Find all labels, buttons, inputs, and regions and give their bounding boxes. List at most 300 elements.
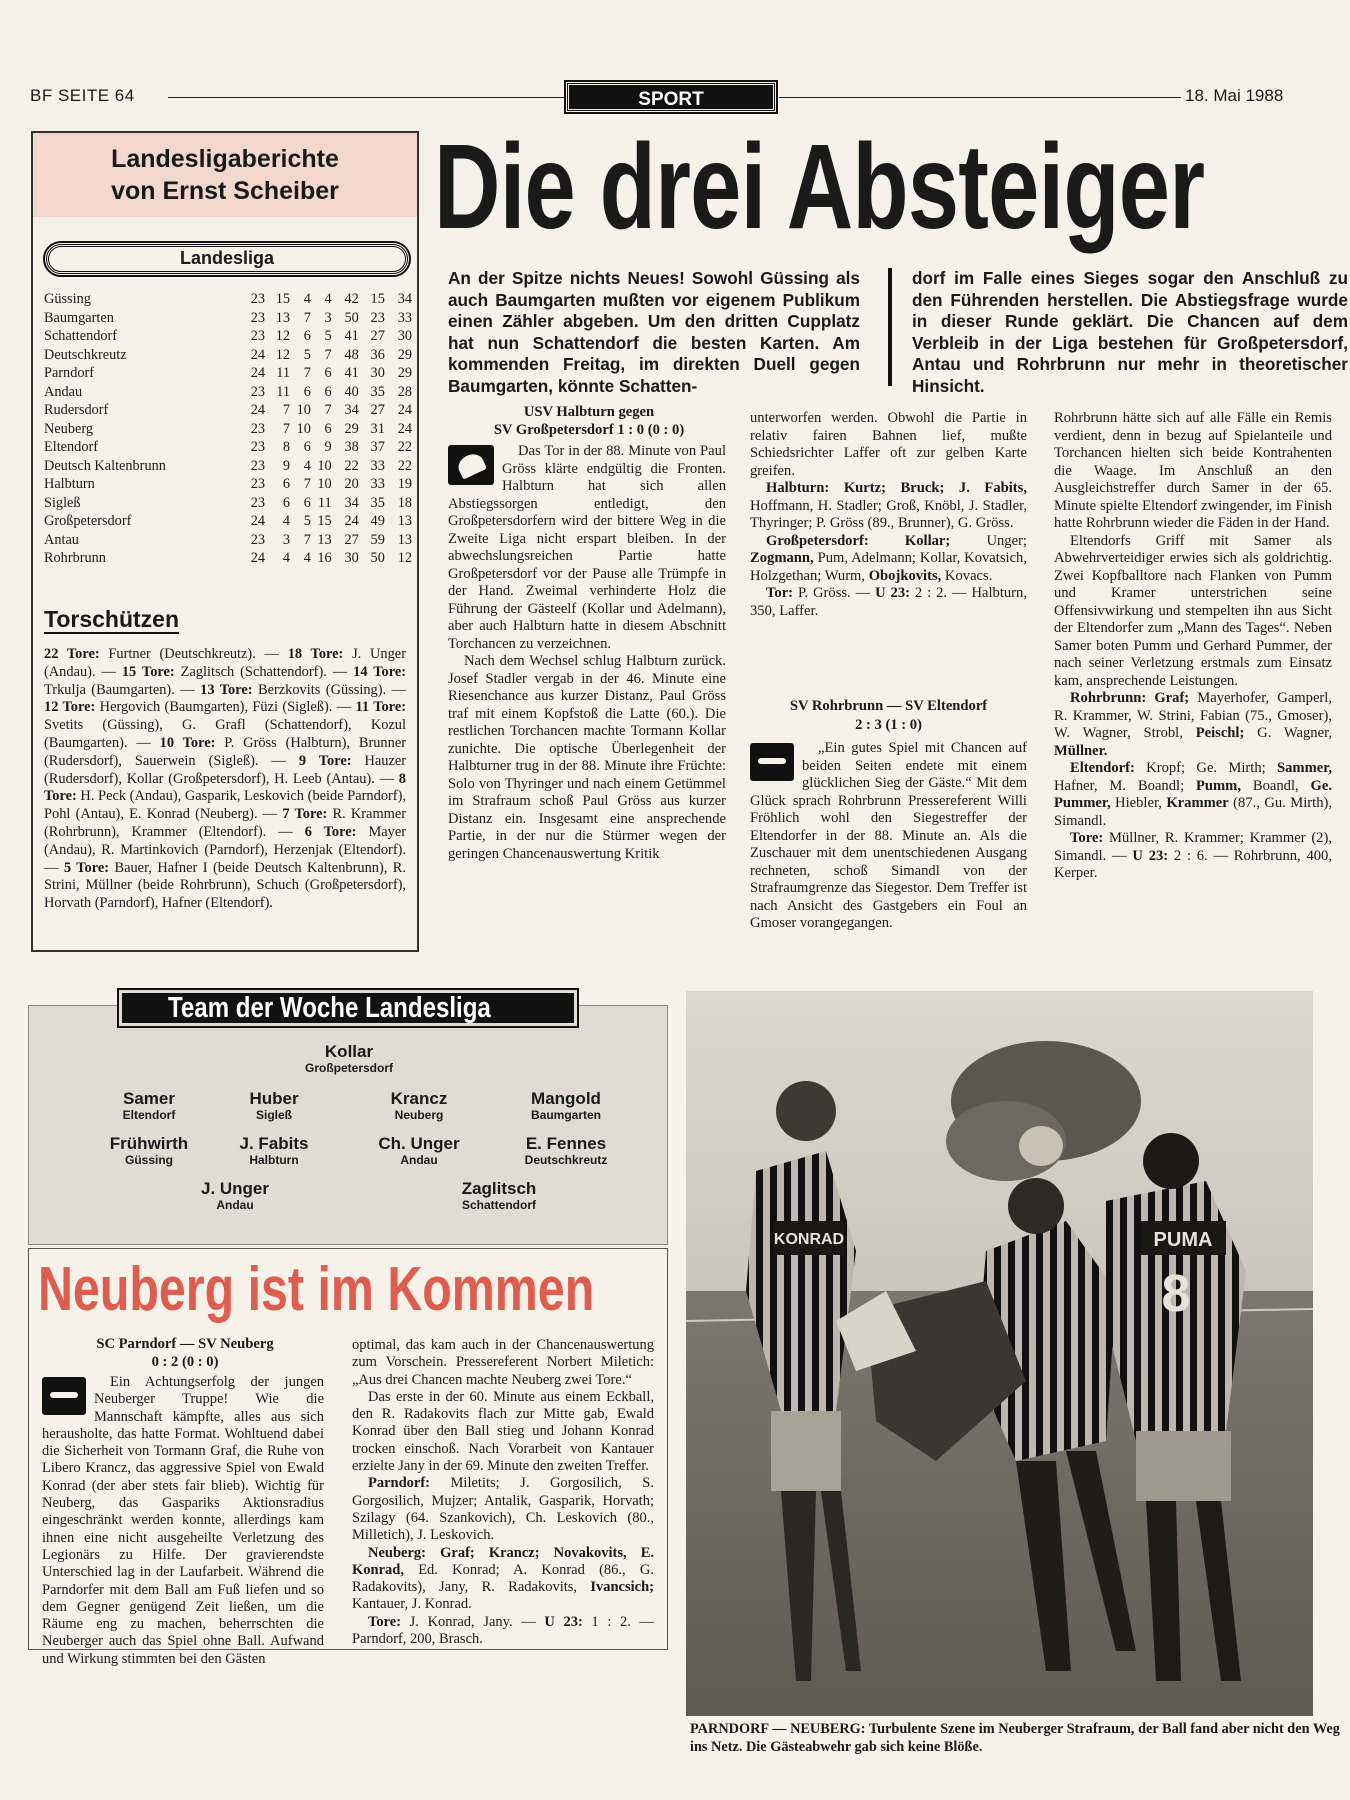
- player-name: Kollar: [324, 1042, 374, 1061]
- stat-cell: 12: [397, 550, 412, 566]
- stat-cell: 23: [250, 476, 265, 492]
- player-club: Andau: [216, 1198, 254, 1212]
- article1-col1: [448, 443, 726, 863]
- player-name: Samer: [123, 1089, 175, 1108]
- lineup-bold: Zogmann,: [750, 550, 814, 566]
- stat-cell: 49: [370, 513, 385, 529]
- stat-cell: 13: [275, 309, 291, 326]
- scorers-bold: 10 Tore:: [159, 734, 216, 751]
- lineup-bold: Neuberg: Graf; Krancz; Novakovits, E. Konrad,: [352, 1544, 654, 1578]
- lineup-text: 2 : 2. — Halbturn, 350, Laffer.: [750, 585, 1027, 619]
- pointing-hand-icon: [750, 743, 794, 781]
- scorers-bold: 11 Tore:: [355, 699, 406, 716]
- stat-cell: 5: [324, 328, 332, 344]
- lineup-text: Ed. Konrad; A. Konrad (86., G. Radakovits), Jany, R. Radakovits,: [352, 1561, 654, 1596]
- issue-date: 18. Mai 1988: [1185, 86, 1284, 105]
- stat-cell: 41: [344, 365, 359, 381]
- page-number: BF SEITE 64: [30, 86, 135, 105]
- neuberg-headline-wrap: [38, 1255, 663, 1327]
- article1-title-line1: USV Halbturn gegen: [523, 404, 655, 420]
- stat-cell: 10: [296, 420, 311, 437]
- article1-para1: Das Tor in der 88. Minute von Paul Gröss klärte endgültig die Fronten. Halbturn hat sich allen Abstiegssorgen entledigt, den Großpetersdorfern wird der bittere Weg in die Zweite Liga nicht erspart bleiben. In der abwechslungsreichen Partie hatte Großpetersdorf vor der Pause alle Trümpfe in der Hand. Zweimal verhinderte Holz die Führung der Gästeelf (Kollar und Adelmann), aber auch Halbturn hatte in diesem Abschnitt Torchancen zu verzeichnen.: [448, 443, 726, 652]
- stat-cell: 27: [370, 402, 385, 418]
- lineup-bold: Pumm,: [1195, 777, 1241, 794]
- lead-left: An der Spitze nichts Neues! Sowohl Güssing als auch Baumgarten mußten vor eigenem Publikum einen Zähler abgeben. Um den dritten Cupplatz hat nun Schattendorf die besten Karten. Am kommenden Freitag, im direkten Duell gegen Baumgarten, könnte Schatten-: [448, 268, 860, 396]
- player-club: Neuberg: [394, 1108, 444, 1122]
- lineup-text: G. Wagner,: [1244, 725, 1332, 741]
- stat-cell: 12: [275, 346, 291, 363]
- lineup-bold: Parndorf:: [368, 1475, 431, 1492]
- stat-cell: 27: [370, 328, 385, 344]
- scorers-bold: 8 Tore:: [44, 770, 406, 805]
- stat-cell: 6: [324, 383, 332, 400]
- article2-para2: Rohrbrunn hätte sich auf alle Fälle ein Remis verdient, denn in bezug auf Spielanteile und Torchancen hielten sich beide Kontrahenten die Waage. Im Anschluß an den Ausgleichstreffer durch Samer in der 65. Minute spielte Eltendorf zwingender, im Finish hatte Rohrbrunn wieder die Fäden in der Hand.: [1054, 410, 1332, 531]
- scorers-names: Bauer, Hafner I (beide Deutsch Kaltenbrunn), R. Strini, Müllner (beide Rohrbrunn), Schuch (Großpetersdorf), Horvath (Parndorf), Hafner (Eltendorf).: [44, 859, 407, 912]
- team-name: Güssing: [44, 291, 91, 307]
- stat-cell: 6: [303, 383, 311, 400]
- stat-cell: 7: [303, 365, 311, 381]
- stat-cell: 24: [344, 513, 359, 529]
- neuberg-col2: [352, 1337, 654, 1648]
- stat-cell: 50: [370, 550, 385, 566]
- stat-cell: 10: [317, 457, 332, 474]
- stat-cell: 13: [397, 531, 412, 548]
- player-club: Deutschkreutz: [524, 1153, 608, 1167]
- lineup-bold: Krammer: [1166, 795, 1229, 811]
- player-club: Sigleß: [255, 1108, 292, 1122]
- stat-cell: 11: [317, 494, 332, 511]
- stat-cell: 23: [370, 309, 385, 326]
- team-name: Großpetersdorf: [44, 513, 132, 529]
- scorers-bold: 9 Tore:: [298, 752, 352, 769]
- match-photo-illustration: [686, 991, 1313, 1716]
- stat-cell: 24: [250, 550, 265, 566]
- article2-title: [750, 697, 1027, 735]
- scorers-bold: 18 Tore:: [287, 646, 344, 662]
- article2-col2: [750, 740, 1027, 933]
- caption-body: Turbulente Szene im Neuberger Strafraum, der Ball fand aber nicht den Weg ins Netz. Die Gästeabwehr gab sich keine Blöße.: [690, 1721, 1340, 1755]
- stat-cell: 37: [370, 439, 385, 455]
- stat-cell: 23: [250, 420, 265, 437]
- stat-cell: 29: [397, 365, 412, 381]
- stat-cell: 3: [324, 309, 332, 326]
- stat-cell: 20: [344, 476, 359, 492]
- stat-cell: 35: [370, 383, 385, 400]
- lineup-bold: Tore:: [1070, 830, 1104, 846]
- scorers-bold: 13 Tore:: [200, 681, 253, 698]
- scorers-bold: 5 Tore:: [63, 859, 110, 876]
- article2-para3: Eltendorfs Griff mit Samer als Abwehrverteidiger erwies sich als goldrichtig. Zwei Kopfballtore nach Flanken von Pumm und Kramer unterstrichen seine Offensivwirkung und stempelten ihn aus Sicht der Eltendorfer zum „Mann des Tages“. Neben Samer boten Pumm und Gerhard Pummer, der nach seiner Verletzung erstmals zum Einsatz kam, ansprechende Leistungen.: [1054, 532, 1332, 689]
- league-title: Landesliga: [46, 244, 408, 274]
- stat-cell: 6: [303, 494, 311, 511]
- header-rule-left: [168, 97, 564, 98]
- standings-row: [44, 494, 412, 513]
- lineup-bold: Eltendorf:: [1070, 760, 1135, 776]
- lineup-text: Pum, Adelmann; Kollar, Kovatsich, Holzgethan; Wurm,: [750, 550, 1027, 584]
- stat-cell: 42: [344, 291, 359, 307]
- standings-row: [44, 438, 412, 457]
- stat-cell: 6: [324, 420, 332, 437]
- article2-title-line2: 2 : 3 (1 : 0): [855, 717, 922, 733]
- article2-col3: [1054, 410, 1332, 883]
- article1-para2: Nach dem Wechsel schlug Halbturn zurück. Josef Stadler vergab in der 46. Minute eine Riesenchance aus kurzer Distanz, Paul Gröss traf mit einem Kopfstoß die Latte (60.). Die restlichen Torchancen machte Tormann Kollar zunichte. Die optische Überlegenheit der Halbturner trug in der 88. Minute ihre Früchte: Solo von Thyringer und nach einem Getümmel im Strafraum schoß Paul Gröss aus kurzer Distanz ein. Insgesamt eine ansprechende Partie, in der nur die Stürmer wegen der geringen Chancenauswertung Kritik: [448, 653, 726, 862]
- lineup-text: Boandl,: [1240, 777, 1311, 794]
- stat-cell: 4: [303, 291, 311, 307]
- article1-icon: [448, 445, 494, 485]
- reports-byline-box: [33, 133, 417, 217]
- stat-cell: 23: [250, 309, 265, 326]
- stat-cell: 7: [324, 402, 332, 418]
- standings-row: [44, 475, 412, 494]
- scorers-names: Hauzer (Rudersdorf), Kollar (Großpetersdorf), H. Leeb (Antau). —: [44, 752, 407, 787]
- player-name: Zaglitsch: [461, 1179, 537, 1198]
- player-club: Andau: [400, 1153, 438, 1167]
- lineup-text: 1 : 2. — Parndorf, 200, Brasch.: [352, 1613, 654, 1648]
- stat-cell: 5: [303, 513, 311, 529]
- scorers-bold: 12 Tore:: [44, 699, 96, 716]
- scorers-bold: 7 Tore:: [282, 806, 328, 823]
- lineup-text: Hafner, M. Boandl;: [1054, 777, 1196, 794]
- lineup-bold: Ge. Pummer,: [1054, 777, 1332, 811]
- lineup-text: J. Konrad, Jany. —: [401, 1613, 545, 1630]
- stat-cell: 10: [296, 402, 311, 418]
- player-club: Güssing: [124, 1153, 173, 1167]
- lineup-text: P. Gröss. —: [793, 585, 876, 601]
- standings-row: [44, 420, 412, 439]
- stat-cell: 41: [344, 328, 359, 344]
- lineup-bold: Müllner.: [1054, 742, 1108, 759]
- article1-col2: [750, 410, 1027, 620]
- team-name: Eltendorf: [44, 439, 98, 455]
- player-name: Krancz: [390, 1089, 448, 1108]
- scorers-title: Torschützen: [44, 606, 180, 632]
- reports-byline-line2: von Ernst Scheiber: [111, 177, 339, 205]
- team-player: [264, 1042, 434, 1075]
- stat-cell: 34: [344, 402, 359, 418]
- stat-cell: 7: [282, 420, 291, 437]
- stat-cell: 9: [282, 457, 291, 474]
- article1-title-line2: SV Großpetersdorf 1 : 0 (0 : 0): [493, 422, 685, 438]
- scorers-names: Svetits (Güssing), G. Grafl (Schattendorf), Kozul (Baumgarten). —: [44, 717, 406, 751]
- stat-cell: 38: [344, 439, 359, 455]
- stat-cell: 7: [303, 309, 311, 326]
- stat-cell: 19: [397, 476, 412, 492]
- lineup-bold: Tor:: [766, 585, 794, 601]
- lineup-text: Müllner, R. Krammer; Krammer (2), Simandl. —: [1054, 830, 1332, 864]
- lineup-bold: Ivancsich;: [590, 1579, 654, 1596]
- neuberg-para2: optimal, das kam auch in der Chancenauswertung zum Vorschein. Pressereferent Norbert Miletich: „Aus drei Chancen machte Neuberg zwei Tore.“: [352, 1337, 654, 1388]
- lineup-text: Hoffmann, H. Stadler; Groß, Knöbl, J. Stadler, Thyringer; P. Gröss (89., Brunner), G. Gröss.: [750, 497, 1027, 531]
- stat-cell: 22: [397, 439, 412, 455]
- lineup-bold: Großpetersdorf: Kollar;: [766, 532, 951, 549]
- player-club: Großpetersdorf: [304, 1061, 393, 1075]
- stat-cell: 7: [303, 476, 311, 492]
- stat-cell: 24: [250, 402, 265, 418]
- lead-right: dorf im Falle eines Sieges sogar den Anschluß zu den Führenden herstellen. Die Abstiegsfrage wurde in dieser Runde geklärt. Die Chancen auf dem Verbleib in der Liga bestehen für Großpetersdorf, Antau und Rohrbrunn nur mehr in theoretischer Hinsicht.: [912, 268, 1348, 396]
- lineup-bold: Sammer,: [1277, 760, 1332, 776]
- team-of-week-box: [28, 992, 668, 1245]
- stat-cell: 12: [275, 328, 291, 344]
- stat-cell: 28: [397, 383, 412, 400]
- article2-col3-wrap: [1054, 410, 1333, 982]
- header-rule-right: [779, 97, 1181, 98]
- team-of-week-title-wrap: [119, 990, 577, 1026]
- stat-cell: 23: [250, 383, 265, 400]
- neuberg-lineup2: [352, 1545, 654, 1614]
- stat-cell: 24: [250, 346, 265, 363]
- player-club: Halbturn: [249, 1153, 299, 1167]
- stat-cell: 11: [276, 365, 291, 381]
- stat-cell: 8: [282, 439, 291, 455]
- neuberg-para3: Das erste in der 60. Minute aus einem Eckball, den R. Radakovits flach zur Mitte gab, Ewald Konrad über den Ball stieg und Johann Konrad trocken einschoß. Nach Vorarbeit von Kantauer erzielte Jany in der 69. Minute den zweiten Treffer.: [352, 1388, 654, 1475]
- article2-lineup3: [1054, 830, 1332, 883]
- lineup-text: 2 : 6. — Rohrbrunn, 400, Kerper.: [1054, 847, 1332, 881]
- section-label: SPORT: [566, 82, 776, 112]
- team-player: [414, 1179, 584, 1212]
- lineup-text: Hiebler,: [1110, 795, 1167, 811]
- standings-row: [44, 290, 412, 309]
- stat-cell: 30: [370, 365, 385, 381]
- standings-row: [44, 346, 412, 365]
- scorers-names: Berzkovits (Güssing). —: [252, 681, 406, 698]
- stat-cell: 59: [370, 531, 385, 548]
- stat-cell: 24: [397, 420, 412, 437]
- stat-cell: 24: [250, 513, 265, 529]
- lineup-text: (87., Gu. Mirth), Simandl.: [1054, 795, 1333, 829]
- stat-cell: 4: [303, 550, 311, 566]
- stat-cell: 29: [344, 420, 359, 437]
- stat-cell: 13: [317, 531, 332, 548]
- shirt-sponsor-text: KONRAD: [773, 1231, 845, 1248]
- standings-row: [44, 327, 412, 346]
- team-player: [481, 1134, 651, 1167]
- caption-lead: PARNDORF — NEUBERG:: [690, 1721, 866, 1737]
- scorers-names: Furtner (Deutschkreutz). —: [99, 646, 288, 662]
- stat-cell: 13: [397, 513, 412, 529]
- neuberg-title: [42, 1335, 328, 1371]
- lineup-bold: Rohrbrunn: Graf;: [1070, 690, 1190, 706]
- article1-title: [448, 403, 730, 439]
- player-name: J. Unger: [200, 1179, 270, 1198]
- stat-cell: 33: [370, 476, 385, 492]
- lineup-text: Kovacs.: [941, 567, 993, 584]
- standings-row: [44, 512, 412, 531]
- stat-cell: 4: [303, 457, 311, 474]
- player-name: Huber: [249, 1089, 299, 1108]
- lineup-bold: U 23:: [875, 585, 911, 601]
- standings-row: [44, 549, 412, 568]
- player-name: Mangold: [531, 1089, 601, 1108]
- scorers-bold: 6 Tore:: [304, 823, 357, 840]
- player-club: Schattendorf: [461, 1198, 536, 1212]
- team-name: Andau: [44, 383, 83, 400]
- neuberg-title-line1: SC Parndorf — SV Neuberg: [96, 1336, 274, 1352]
- standings-table: [44, 290, 412, 568]
- standings-row: [44, 457, 412, 476]
- article1-para3: unterworfen werden. Obwohl die Partie in relativ fairen Bahnen lief, mußte Schiedsrichter Laffer oft zur gelben Karte greifen.: [750, 410, 1027, 479]
- stat-cell: 40: [344, 383, 359, 400]
- scorers-names: J. Unger (Andau). —: [44, 646, 406, 680]
- standings-row: [44, 364, 412, 383]
- lead-divider: [888, 268, 892, 386]
- photo-caption-text: [690, 1720, 1350, 1756]
- scorers-names: Hergovich (Baumgarten), Füzi (Sigleß). —: [95, 699, 356, 716]
- lead-right-wrap: [912, 268, 1348, 396]
- article2-lineup2: [1054, 760, 1332, 830]
- stat-cell: 7: [324, 346, 332, 363]
- lineup-text: Miletits; J. Gorgosilich, S. Gorgosilich, Mujzer; Antalik, Gasparik, Horvath; Szilagy (64. Szankovich), Ch. Leskovich (80., Milletich), J. Leskovich.: [352, 1475, 654, 1544]
- stat-cell: 23: [250, 328, 265, 344]
- stat-cell: 23: [250, 457, 265, 474]
- lineup-bold: Obojkovits,: [868, 567, 942, 584]
- stat-cell: 4: [324, 291, 332, 307]
- neuberg-lineup3: [352, 1614, 654, 1649]
- team-name: Neuberg: [44, 420, 93, 437]
- shirt-brand-text: PUMA: [1153, 1229, 1213, 1251]
- stat-cell: 23: [250, 291, 265, 307]
- neuberg-para1: Ein Achtungserfolg der jungen Neuberger Truppe! Wie die Mannschaft kämpfte, alles aus sich herausholte, das hatte Format. Wohltuend dabei die Sicherheit von Tormann Graf, die Ruhe von Libero Krancz, das aggressive Spiel von Ewald Konrad (der aber stets fair blieb). Wichtig für Neuberg, das Gaspariks Aktionsradius eingeschränkt werden konnte, allerdings kam ihnen eine nicht ausgeheilte Verletzung des Legionärs zu Hilfe. Der gravierendste Unterschied lag in der Laufarbeit. Während die Parndorfer mit dem Ball am Fuß liefen und so dem Gegner genügend Zeit ließen, um die Räume eng zu machen, beherrschten die Neuberger auch das Spiel ohne Ball. Aufwand und Wirkung stimmten bei den Gästen: [42, 1374, 324, 1667]
- stat-cell: 34: [397, 291, 412, 307]
- team-name: Baumgarten: [44, 309, 114, 326]
- lineup-text: Unger;: [950, 532, 1027, 549]
- lineup-bold: Halbturn: Kurtz; Bruck; J. Fabits,: [766, 480, 1027, 496]
- article1-lineup2: [750, 533, 1027, 586]
- stat-cell: 36: [370, 346, 385, 363]
- stat-cell: 9: [324, 439, 332, 455]
- stat-cell: 7: [282, 402, 291, 418]
- neuberg-headline: Neuberg ist im Kommen: [38, 1255, 595, 1324]
- stat-cell: 18: [397, 494, 412, 511]
- standings-row: [44, 401, 412, 420]
- team-name: Schattendorf: [44, 328, 118, 344]
- stat-cell: 6: [324, 365, 332, 381]
- ball: [1019, 1126, 1063, 1166]
- reports-byline-line1: Landesligaberichte: [111, 145, 339, 173]
- stat-cell: 31: [370, 420, 385, 437]
- team-of-week-title: Team der Woche Landesliga: [168, 992, 491, 1024]
- stat-cell: 48: [344, 346, 359, 363]
- lineup-bold: U 23:: [1132, 847, 1169, 864]
- main-headline: Die drei Absteiger: [434, 119, 1205, 255]
- scorers-text: [44, 646, 406, 913]
- stat-cell: 30: [344, 550, 359, 566]
- neuberg-col1: [42, 1374, 324, 1668]
- team-player: [481, 1089, 651, 1122]
- team-player: [334, 1134, 504, 1167]
- scorers-names: H. Peck (Andau), Gasparik, Leskovich (beide Parndorf), Pohl (Antau), E. Konrad (Neuberg). —: [44, 788, 406, 823]
- stat-cell: 11: [276, 383, 291, 400]
- scorers-bold: 15 Tore:: [121, 663, 175, 680]
- stat-cell: 34: [344, 494, 359, 511]
- standings-row: [44, 383, 412, 402]
- team-name: Sigleß: [44, 494, 81, 511]
- team-player: [334, 1089, 504, 1122]
- player-club: Baumgarten: [530, 1108, 601, 1122]
- stat-cell: 27: [344, 531, 359, 548]
- stat-cell: 6: [282, 494, 291, 511]
- team-name: Halbturn: [44, 476, 95, 492]
- player-club: Eltendorf: [122, 1108, 176, 1122]
- standings-row: [44, 309, 412, 328]
- neuberg-title-line2: 0 : 2 (0 : 0): [151, 1354, 219, 1370]
- team-name: Rudersdorf: [44, 402, 109, 418]
- stat-cell: 7: [303, 531, 311, 548]
- stat-cell: 23: [250, 531, 265, 548]
- lineup-text: Mayerhofer, Gamperl, R. Krammer, W. Strini, Fabian (75., Gmoser), W. Wagner, Strobl,: [1054, 690, 1332, 741]
- player-name: J. Fabits: [239, 1134, 309, 1153]
- match-photo: [686, 991, 1313, 1716]
- article2-title-line1: SV Rohrbrunn — SV Eltendorf: [789, 698, 988, 714]
- scorers-bold: 14 Tore:: [353, 663, 406, 680]
- stat-cell: 4: [282, 513, 291, 529]
- scorers-names: R. Krammer (Rohrbrunn), Krammer (Eltendorf). —: [44, 806, 407, 840]
- stat-cell: 23: [250, 494, 265, 511]
- stat-cell: 4: [282, 550, 291, 566]
- standings-row: [44, 531, 412, 550]
- team-player: [150, 1179, 320, 1212]
- player-name: Ch. Unger: [378, 1134, 460, 1153]
- stat-cell: 16: [317, 550, 332, 566]
- article1-lineup3: [750, 585, 1027, 620]
- stat-cell: 50: [344, 309, 359, 326]
- lineup-bold: U 23:: [544, 1613, 583, 1630]
- scorers-names: Trkulja (Baumgarten). —: [44, 681, 201, 698]
- stat-cell: 30: [397, 328, 412, 344]
- lineup-bold: Peischl;: [1195, 725, 1245, 741]
- team-name: Parndorf: [44, 365, 95, 381]
- stat-cell: 5: [303, 346, 311, 363]
- stat-cell: 6: [303, 439, 311, 455]
- stat-cell: 15: [317, 513, 332, 529]
- stat-cell: 6: [303, 328, 311, 344]
- shirt-number: 8: [1161, 1265, 1191, 1323]
- team-name: Antau: [44, 531, 79, 548]
- player-name: Frühwirth: [109, 1134, 189, 1153]
- scorers-bold: 22 Tore:: [44, 646, 100, 662]
- player-name: E. Fennes: [525, 1134, 607, 1153]
- lineup-text: Kantauer, J. Konrad.: [352, 1596, 472, 1613]
- stat-cell: 33: [370, 457, 385, 474]
- stat-cell: 22: [344, 457, 359, 474]
- article2-para1: „Ein gutes Spiel mit Chancen auf beiden Seiten endete mit einem glücklichen Sieg der Gäste.“ Mit dem Glück sprach Rohrbrunn Pressereferent Willi Fröhlich wohl den Siegestreffer der Eltendorfer in der 88. Minute an. Als die Zuschauer mit dem unentschiedenen Ausgang rechneten, schoß Simandl von der Strafraumgrenze das Siegestor. Dem Treffer ist nach Ansicht des Gastgebers ein Foul an Gmoser vorangegangen.: [750, 740, 1027, 931]
- stat-cell: 29: [397, 346, 412, 363]
- lineup-text: Kropf; Ge. Mirth;: [1134, 760, 1277, 776]
- team-name: Deutschkreutz: [44, 346, 127, 363]
- team-name: Deutsch Kaltenbrunn: [44, 457, 166, 474]
- headline-wrap: [434, 119, 1313, 262]
- photo-caption: [690, 1720, 1340, 1756]
- neuberg-lineup1: [352, 1475, 654, 1544]
- pointing-hand-icon: [42, 1377, 86, 1415]
- stat-cell: 6: [282, 476, 291, 492]
- stat-cell: 15: [370, 291, 385, 307]
- article1-lineup1: [750, 480, 1027, 533]
- stat-cell: 33: [397, 309, 412, 326]
- stat-cell: 3: [282, 531, 291, 548]
- standings-table-wrap: [44, 290, 412, 568]
- stat-cell: 10: [317, 476, 332, 492]
- stat-cell: 23: [250, 439, 265, 455]
- stat-cell: 35: [370, 494, 385, 511]
- stat-cell: 22: [397, 457, 412, 474]
- scorers-names: Zaglitsch (Schattendorf). —: [174, 663, 354, 680]
- team-name: Rohrbrunn: [44, 550, 106, 566]
- lineup-bold: Tore:: [368, 1613, 402, 1630]
- stat-cell: 24: [250, 365, 265, 381]
- stat-cell: 15: [275, 291, 291, 307]
- article2-lineup1: [1054, 690, 1332, 760]
- stat-cell: 24: [397, 402, 412, 418]
